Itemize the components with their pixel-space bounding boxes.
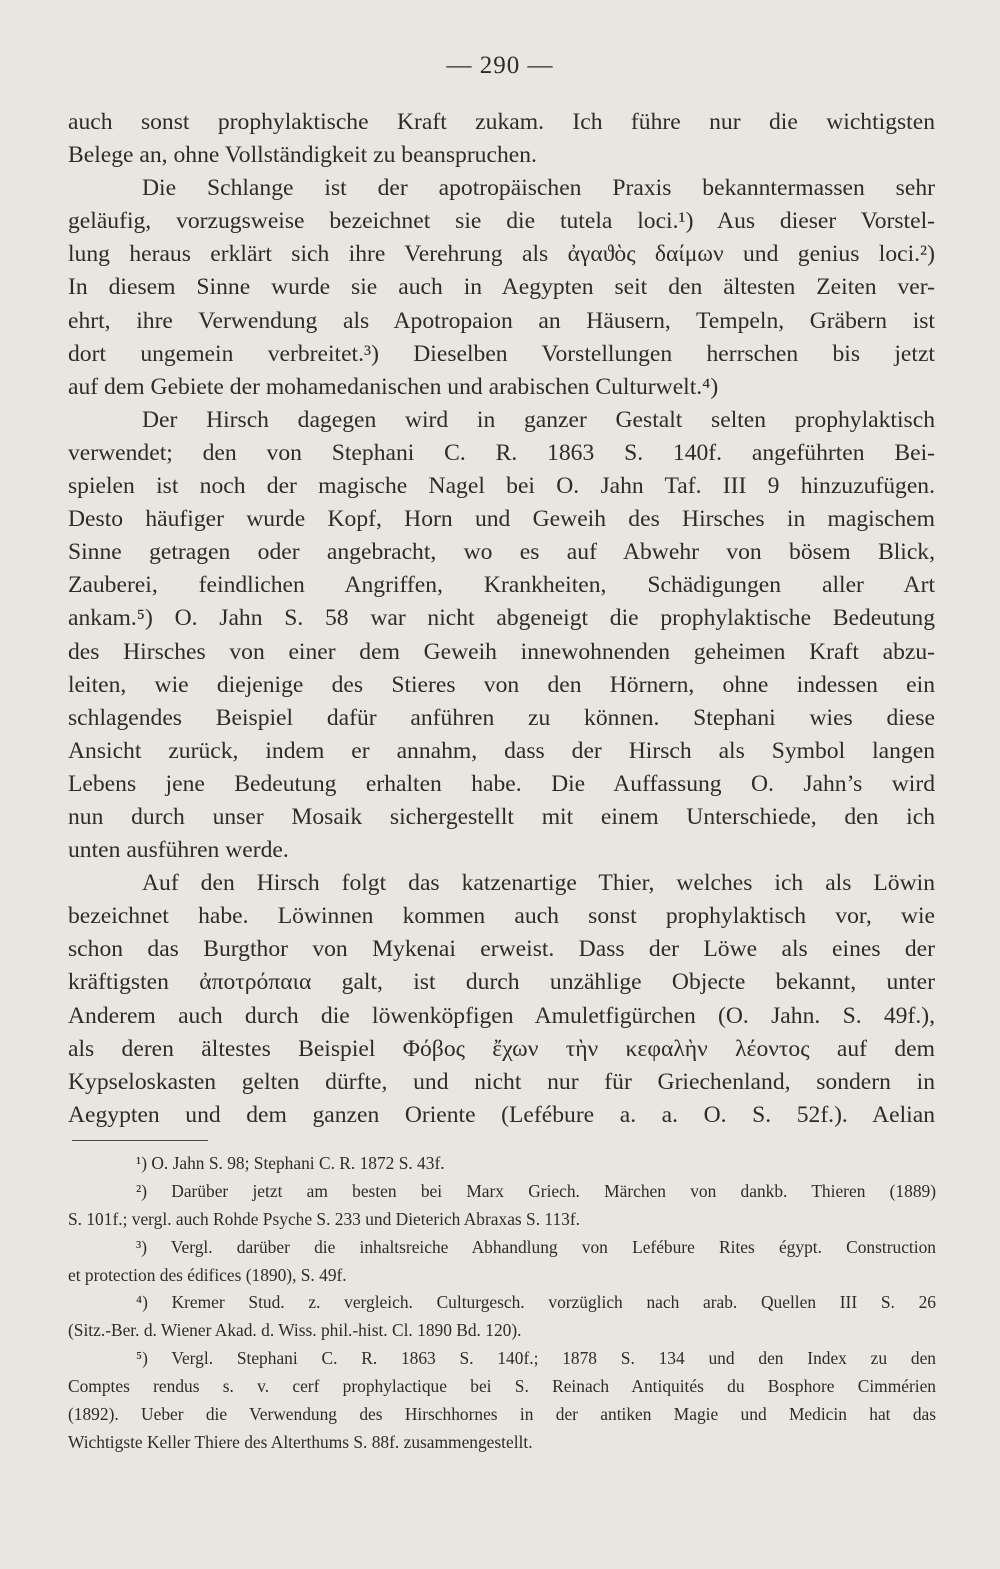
- text-line: Der Hirsch dagegen wird in ganzer Gestalt selten prophylaktisch: [142, 406, 935, 433]
- footnote-line: (Sitz.-Ber. d. Wiener Akad. d. Wiss. phil.-hist. Cl. 1890 Bd. 120).: [68, 1320, 522, 1341]
- text-line: In diesem Sinne wurde sie auch in Aegypten seit den ältesten Zeiten ver-: [68, 274, 935, 301]
- footnote-line: ³) Vergl. darüber die inhaltsreiche Abhandlung von Lefébure Rites égypt. Construction: [136, 1236, 936, 1257]
- footnote-line: ¹) O. Jahn S. 98; Stephani C. R. 1872 S. 43f.: [136, 1153, 445, 1173]
- text-line: schlagendes Beispiel dafür anführen zu können. Stephani wies diese: [68, 704, 935, 731]
- text-line: leiten, wie diejenige des Stieres von den Hörnern, ohne indessen ein: [68, 671, 935, 698]
- text-line: ankam.⁵) O. Jahn S. 58 war nicht abgeneigt die prophylaktische Bedeutung: [68, 605, 935, 632]
- body-text: [68, 106, 935, 1132]
- text-line: spielen ist noch der magische Nagel bei O. Jahn Taf. III 9 hinzuzufügen.: [68, 473, 935, 500]
- footnote-line: ²) Darüber jetzt am besten bei Marx Griech. Märchen von dankb. Thieren (1889): [136, 1180, 936, 1201]
- text-line: auch sonst prophylaktische Kraft zukam. Ich führe nur die wichtigsten: [68, 109, 935, 135]
- footnote-line: et protection des édifices (1890), S. 49f.: [68, 1264, 347, 1285]
- footnotes: [68, 1150, 936, 1457]
- text-line: geläufig, vorzugsweise bezeichnet sie die tutela loci.¹) Aus dieser Vorstel-: [68, 208, 935, 235]
- footnote-line: ⁴) Kremer Stud. z. vergleich. Culturgesch. vorzüglich nach arab. Quellen III S. 26: [136, 1292, 936, 1313]
- text-line: ehrt, ihre Verwendung als Apotropaion an Häusern, Tempeln, Gräbern ist: [68, 307, 935, 334]
- text-line: dort ungemein verbreitet.³) Dieselben Vorstellungen herrschen bis jetzt: [68, 340, 935, 367]
- footnote-line: Comptes rendus s. v. cerf prophylactique bei S. Reinach Antiquités du Bosphore Cimmérien: [68, 1376, 936, 1397]
- page-number: — 290 —: [446, 52, 554, 79]
- text-line: Kypseloskasten gelten dürfte, und nicht nur für Griechenland, sondern in: [68, 1068, 935, 1095]
- text-line: Aegypten und dem ganzen Oriente (Lefébure a. a. O. S. 52f.). Aelian: [68, 1101, 935, 1128]
- footnote-line: Wichtigste Keller Thiere des Alterthums S. 88f. zusammengestellt.: [68, 1431, 533, 1452]
- text-line: unten ausführen werde.: [68, 837, 289, 864]
- text-line: Auf den Hirsch folgt das katzenartige Thier, welches ich als Löwin: [142, 870, 935, 897]
- footnote-separator: [72, 1140, 208, 1141]
- footnote-line: S. 101f.; vergl. auch Rohde Psyche S. 233 und Dieterich Abraxas S. 113f.: [68, 1208, 580, 1229]
- text-line: auf dem Gebiete der mohamedanischen und arabischen Culturwelt.⁴): [68, 373, 719, 400]
- text-line: Sinne getragen oder angebracht, wo es auf Abwehr von bösem Blick,: [68, 539, 935, 566]
- text-line: bezeichnet habe. Löwinnen kommen auch sonst prophylaktisch vor, wie: [68, 903, 935, 930]
- text-line: nun durch unser Mosaik sichergestellt mit einem Unterschiede, den ich: [68, 803, 935, 830]
- text-line: verwendet; den von Stephani C. R. 1863 S. 140f. angeführten Bei-: [68, 439, 935, 466]
- text-line: des Hirsches von einer dem Geweih innewohnenden geheimen Kraft abzu-: [68, 638, 935, 665]
- text-line: Zauberei, feindlichen Angriffen, Krankheiten, Schädigungen aller Art: [68, 572, 935, 599]
- text-line: Die Schlange ist der apotropäischen Praxis bekanntermassen sehr: [142, 175, 935, 202]
- text-line: lung heraus erklärt sich ihre Verehrung als ἀγαϑὸς δαίμων und genius loci.²): [68, 241, 935, 268]
- text-line: schon das Burgthor von Mykenai erweist. Dass der Löwe als eines der: [68, 936, 935, 963]
- text-line: Ansicht zurück, indem er annahm, dass der Hirsch als Symbol langen: [68, 737, 935, 764]
- text-line: Anderem auch durch die löwenköpfigen Amuletfigürchen (O. Jahn. S. 49f.),: [68, 1002, 935, 1029]
- text-line: Lebens jene Bedeutung erhalten habe. Die Auffassung O. Jahn’s wird: [68, 770, 935, 797]
- text-line: kräftigsten ἀποτρόπαια galt, ist durch unzählige Objecte bekannt, unter: [68, 969, 935, 996]
- text-line: Desto häufiger wurde Kopf, Horn und Geweih des Hirsches in magischem: [68, 506, 935, 533]
- footnote-line: (1892). Ueber die Verwendung des Hirschhornes in der antiken Magie und Medicin hat das: [68, 1404, 936, 1425]
- text-line: Belege an, ohne Vollständigkeit zu beanspruchen.: [68, 142, 537, 169]
- footnote-line: ⁵) Vergl. Stephani C. R. 1863 S. 140f.; 1878 S. 134 und den Index zu den: [136, 1348, 936, 1369]
- text-line: als deren ältestes Beispiel Φόβος ἔχων τὴν κεφαλὴν λέοντος auf dem: [68, 1035, 935, 1062]
